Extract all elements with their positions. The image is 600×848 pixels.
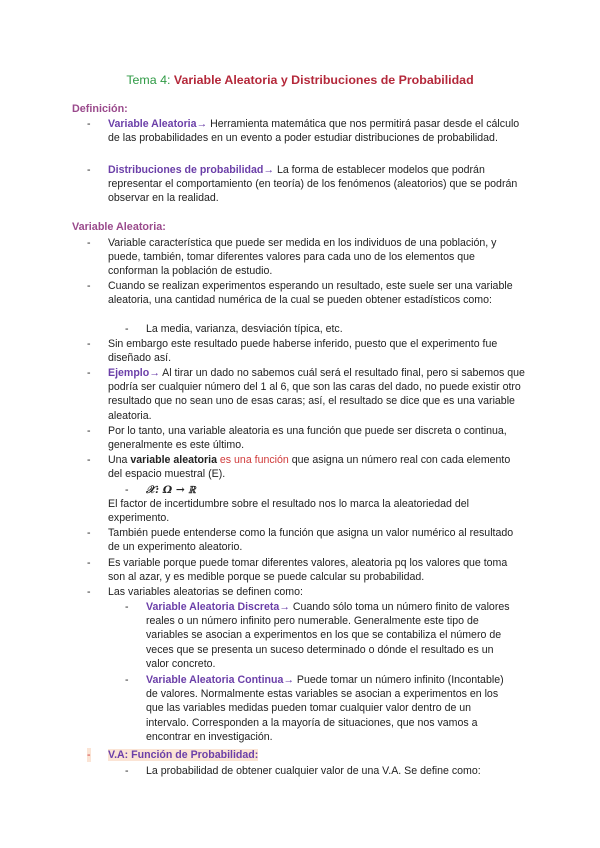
bullet-dash: - [125, 601, 129, 613]
item-text: Sin embargo este resultado puede haberse inferido, puesto que el experimento fue diseñado así. [108, 338, 498, 365]
sub-list-item [125, 600, 510, 671]
item-text: Por lo tanto, una variable aleatoria es una función que puede ser discreta o continua, generalmente es este último. [108, 425, 507, 452]
list-item [87, 424, 527, 452]
list-item [87, 337, 527, 365]
bullet-dash: - [125, 674, 129, 686]
bullet-dash: - [87, 557, 91, 569]
arrow-icon: → [279, 601, 290, 613]
factor-paragraph: El factor de incertidumbre sobre el resultado nos lo marca la aleatoriedad del experimento. [108, 498, 469, 525]
bold-term: variable aleatoria [130, 454, 217, 466]
list-item [87, 236, 527, 279]
item-text: Es variable porque puede tomar diferentes valores, aleatoria pq los valores que toma son al azar, y es medible porque se puede calcular su probabilidad. [108, 557, 508, 584]
list-item [87, 279, 527, 307]
item-text: Cuando se realizan experimentos esperando un resultado, este suele ser una variable aleatoria, una cantidad numérica de la cual se pueden obtener estadísticos como: [108, 280, 513, 307]
sub-list-item [125, 673, 510, 744]
arrow-icon: → [283, 674, 294, 686]
list-item [87, 453, 527, 481]
item-text: Variable característica que puede ser medida en los individuos de una población, y puede, también, tomar diferentes valores para cada uno de los elementos que conforman la población de estudio. [108, 237, 497, 278]
title-main: Variable Aleatoria y Distribuciones de Probabilidad [173, 73, 474, 87]
bullet-dash: - [125, 765, 129, 777]
list-item [87, 556, 527, 584]
term-distribuciones: Distribuciones de probabilidad [108, 164, 264, 176]
list-item [87, 163, 527, 206]
heading-va-funcion: V.A: Función de Probabilidad: [108, 749, 259, 761]
arrow-icon: → [196, 118, 208, 130]
bullet-dash: - [125, 484, 129, 496]
list-item [87, 526, 527, 554]
arrow-icon: → [263, 164, 274, 176]
list-item-highlighted [87, 748, 527, 762]
bullet-dash: - [87, 367, 91, 379]
term-variable-aleatoria: Variable Aleatoria [108, 118, 197, 130]
sub-list-item [125, 322, 505, 336]
bullet-dash: - [87, 425, 91, 437]
bullet-dash: - [87, 237, 91, 249]
item-text: Al tirar un dado no sabemos cuál será el resultado final, pero si sabemos que podría ser cualquier número del 1 al 6, que son las caras del dado, no puede existir otro resultado que no sean uno de esas caras; así, el resultado se dice que es una variable aleatoria. [108, 367, 525, 422]
item-text: También puede entenderse como la función que asigna un valor numérico al resultado de un experimento aleatorio. [108, 527, 514, 554]
formula: 𝒳: Ω → ℝ [146, 484, 196, 496]
item-text: Puede tomar un número infinito (Incontable) de valores. Normalmente estas variables se asocian a experimentos en los que las variables medidas pueden tomar cualquier valor dentro de un intervalo. Corresponden a la mayoría de situaciones, que nos vamos a encontrar en investigación. [146, 674, 504, 743]
term-ejemplo: Ejemplo [108, 367, 150, 379]
title-prefix: Tema 4: [126, 73, 174, 87]
definition-text: La forma de establecer modelos que podrán representar el comportamiento (en teoría) de los fenómenos (aleatorios) que se podrán observar en la realidad. [108, 164, 518, 205]
heading-definicion: Definición: [72, 103, 128, 115]
item-text: La media, varianza, desviación típica, etc. [146, 323, 343, 335]
bullet-dash: - [87, 749, 91, 761]
bullet-dash: - [87, 338, 91, 350]
sub-list-item [125, 483, 505, 497]
page-title [0, 72, 600, 88]
sub-list-item [125, 764, 525, 778]
red-keyword: es una función [216, 454, 289, 466]
item-text: Cuando sólo toma un número finito de valores reales o un número infinito pero numerable. Generalmente este tipo de variables se asocian a experimentos en los que se contabiliza el número de veces que se presenta un suceso determinado o dónde el resultado es un valor concreto. [146, 601, 510, 670]
item-text: La probabilidad de obtener cualquier valor de una V.A. Se define como: [146, 765, 481, 777]
heading-variable-aleatoria: Variable Aleatoria: [72, 221, 166, 233]
list-item [87, 585, 527, 599]
bullet-dash: - [87, 118, 91, 130]
bullet-dash: - [87, 164, 91, 176]
definition-text: Herramienta matemática que nos permitirá pasar desde el cálculo de las probabilidades en un evento a poder estudiar distribuciones de probabilidad. [108, 118, 520, 145]
item-text: Una [108, 454, 131, 466]
bullet-dash: - [125, 323, 129, 335]
term-continua: Variable Aleatoria Continua [146, 674, 284, 686]
bullet-dash: - [87, 527, 91, 539]
item-text: Las variables aleatorias se definen como: [108, 586, 303, 598]
bullet-dash: - [87, 454, 91, 466]
list-item [87, 117, 527, 145]
item-text: que asigna un número real con cada elemento del espacio muestral (E). [108, 454, 511, 481]
arrow-icon: → [149, 367, 160, 379]
list-item [87, 366, 527, 423]
bullet-dash: - [87, 280, 91, 292]
term-discreta: Variable Aleatoria Discreta [146, 601, 280, 613]
bullet-dash: - [87, 586, 91, 598]
